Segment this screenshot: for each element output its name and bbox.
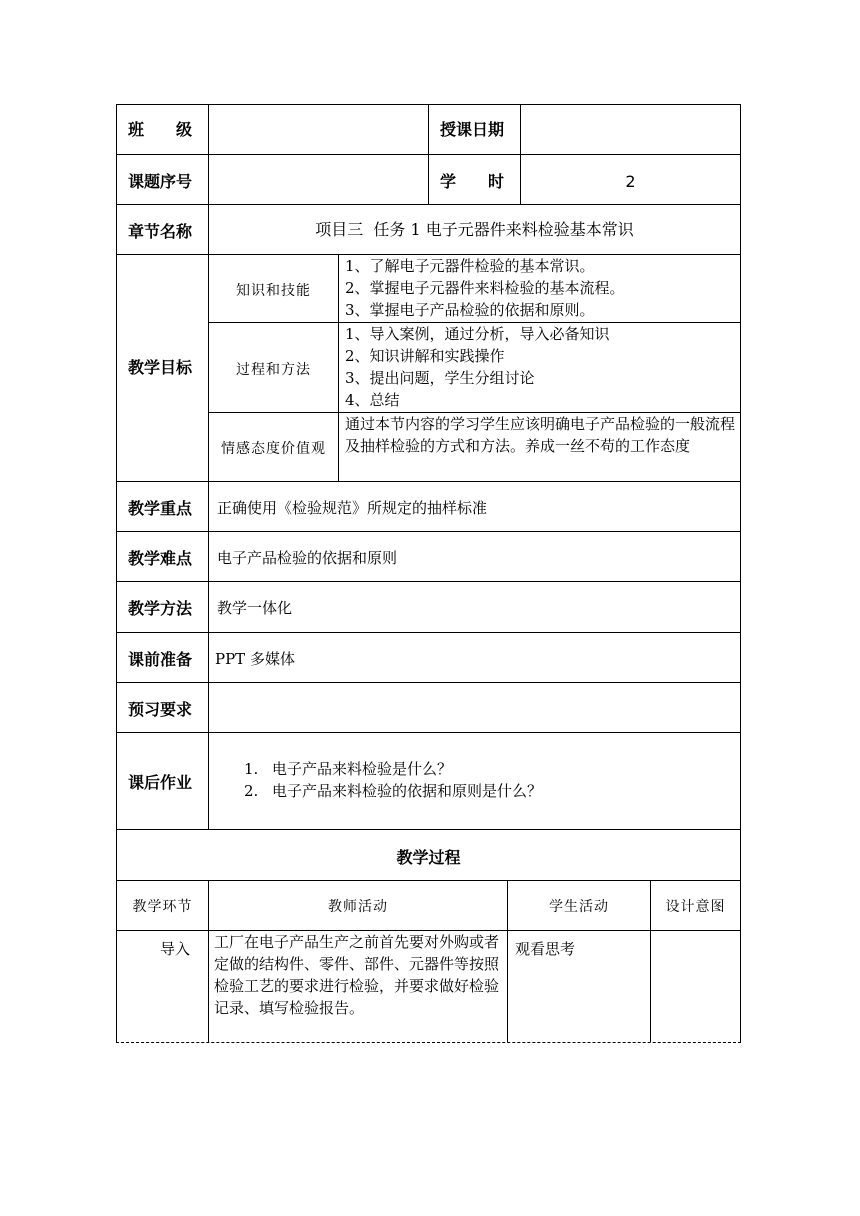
process-title: 教学过程 bbox=[396, 848, 461, 867]
process-student-activity: 观看思考 bbox=[515, 940, 576, 958]
hours-label: 学 时 bbox=[440, 172, 505, 191]
objective-name-process: 过程和方法 bbox=[236, 362, 311, 378]
objective-line: 4、总结 bbox=[345, 391, 400, 409]
homework-text: 电子产品来料检验是什么？ bbox=[272, 760, 453, 778]
hours-value: 2 bbox=[625, 172, 636, 191]
process-header-intent: 设计意图 bbox=[665, 899, 726, 915]
rule bbox=[116, 632, 741, 633]
difficulty-value: 电子产品检验的依据和原则 bbox=[217, 549, 398, 567]
preview-label: 预习要求 bbox=[128, 700, 193, 719]
objective-name-attitude: 情感态度价值观 bbox=[221, 441, 326, 457]
prep-value: PPT 多媒体 bbox=[215, 650, 295, 668]
objective-line: 3、提出问题，学生分组讨论 bbox=[345, 369, 535, 387]
rule bbox=[116, 732, 741, 733]
process-header-student: 学生活动 bbox=[549, 899, 609, 915]
date-label: 授课日期 bbox=[440, 120, 505, 139]
rule bbox=[116, 829, 741, 830]
objective-text-attitude: 通过本节内容的学习学生应该明确电子产品检验的一般流程及抽样检验的方式和方法。养成一丝不苟的工作态度 bbox=[345, 415, 736, 455]
objective-line: 2、掌握电子元器件来料检验的基本流程。 bbox=[345, 279, 625, 297]
process-header-teacher: 教师活动 bbox=[328, 899, 388, 915]
rule bbox=[116, 682, 741, 683]
key-points-value: 正确使用《检验规范》所规定的抽样标准 bbox=[217, 499, 488, 517]
rule bbox=[116, 531, 741, 532]
objective-line: 2、知识讲解和实践操作 bbox=[345, 347, 505, 365]
objective-line: 3、掌握电子产品检验的依据和原则。 bbox=[345, 301, 595, 319]
method-value: 教学一体化 bbox=[217, 599, 293, 617]
prep-label: 课前准备 bbox=[128, 650, 193, 669]
rule bbox=[428, 104, 429, 204]
objective-line: 1、了解电子元器件检验的基本常识。 bbox=[345, 257, 595, 275]
rule bbox=[116, 880, 741, 881]
homework-text: 电子产品来料检验的依据和原则是什么？ bbox=[272, 782, 543, 800]
page-break-rule bbox=[116, 1042, 741, 1043]
process-stage: 导入 bbox=[160, 940, 191, 958]
rule bbox=[338, 254, 339, 481]
homework-number: 2. bbox=[244, 782, 259, 800]
rule bbox=[116, 581, 741, 582]
process-teacher-activity: 工厂在电子产品生产之前首先要对外购或者定做的结构件、零件、部件、元器件等按照检验工艺的要求进行检验，并要求做好检验记录、填写检验报告。 bbox=[214, 933, 500, 1017]
topic-no-label: 课题序号 bbox=[128, 172, 193, 191]
rule bbox=[208, 104, 209, 829]
homework-number: 1. bbox=[244, 760, 259, 778]
chapter-label: 章节名称 bbox=[128, 222, 193, 241]
rule bbox=[116, 204, 741, 205]
objectives-label: 教学目标 bbox=[128, 358, 193, 377]
difficulty-label: 教学难点 bbox=[128, 549, 193, 568]
objective-name-knowledge: 知识和技能 bbox=[236, 283, 311, 299]
process-header-stage: 教学环节 bbox=[132, 899, 193, 915]
homework-label: 课后作业 bbox=[128, 773, 193, 792]
key-points-label: 教学重点 bbox=[128, 499, 193, 518]
method-label: 教学方法 bbox=[128, 599, 193, 618]
objective-line: 1、导入案例，通过分析，导入必备知识 bbox=[345, 325, 610, 343]
rule bbox=[740, 104, 741, 1042]
chapter-value: 项目三 任务 1 电子元器件来料检验基本常识 bbox=[315, 220, 634, 239]
class-label: 班 级 bbox=[128, 120, 193, 139]
rule bbox=[116, 481, 741, 482]
